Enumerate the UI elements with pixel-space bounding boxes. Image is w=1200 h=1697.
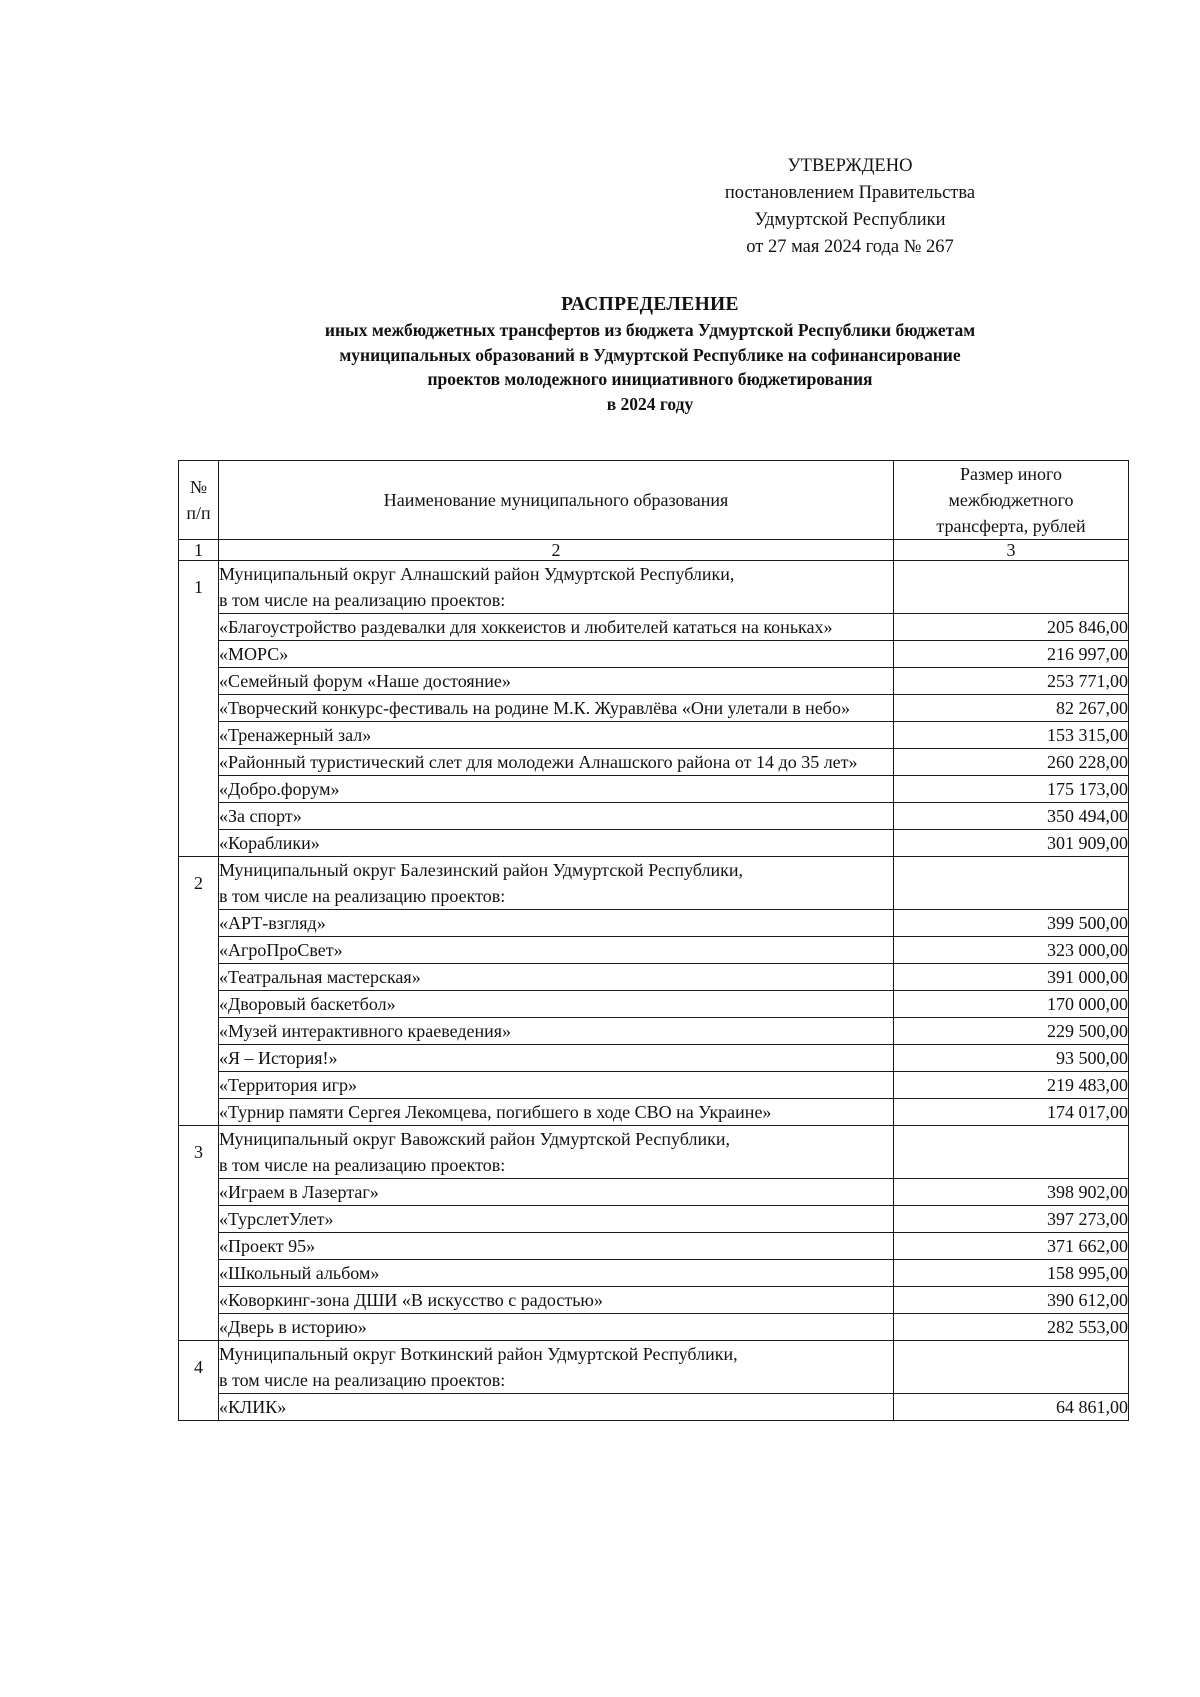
project-amount: 282 553,00 <box>894 1314 1129 1341</box>
project-name: «Районный туристический слет для молодежи Алнашского района от 14 до 35 лет» <box>219 749 894 776</box>
row-number-cell <box>179 937 219 964</box>
project-amount: 158 995,00 <box>894 1260 1129 1287</box>
project-amount: 153 315,00 <box>894 722 1129 749</box>
column-number: 2 <box>219 540 894 561</box>
row-number-cell <box>179 722 219 749</box>
group-number: 4 <box>179 1341 219 1394</box>
column-number: 3 <box>894 540 1129 561</box>
table-row <box>179 1018 1129 1045</box>
project-amount: 170 000,00 <box>894 991 1129 1018</box>
project-name: «Территория игр» <box>219 1072 894 1099</box>
document-heading <box>150 292 1150 416</box>
group-amount <box>894 1341 1129 1394</box>
project-amount: 216 997,00 <box>894 641 1129 668</box>
table-row <box>179 1287 1129 1314</box>
row-number-cell <box>179 830 219 857</box>
project-name: «Дверь в историю» <box>219 1314 894 1341</box>
header-name: Наименование муниципального образования <box>219 461 894 540</box>
group-number: 3 <box>179 1126 219 1179</box>
table-row <box>179 991 1129 1018</box>
document-subtitle-4: в 2024 году <box>606 393 694 414</box>
document-subtitle-2: муниципальных образований в Удмуртской Республике на софинансирование <box>339 344 961 365</box>
project-name: «ТурслетУлет» <box>219 1206 894 1233</box>
column-number: 1 <box>179 540 219 561</box>
project-name: «Музей интерактивного краеведения» <box>219 1018 894 1045</box>
project-amount: 350 494,00 <box>894 803 1129 830</box>
project-name: «Семейный форум «Наше достояние» <box>219 668 894 695</box>
group-title-line-2: в том числе на реализацию проектов: <box>219 1370 506 1390</box>
approval-title: УТВЕРЖДЕНО <box>787 156 913 176</box>
table-row <box>179 749 1129 776</box>
project-amount: 64 861,00 <box>894 1394 1129 1421</box>
row-number-cell <box>179 641 219 668</box>
group-title <box>219 1126 894 1179</box>
project-name: «АРТ-взгляд» <box>219 910 894 937</box>
group-row <box>179 1341 1129 1394</box>
table-body <box>179 540 1129 1421</box>
project-name: «Турнир памяти Сергея Лекомцева, погибшего в ходе СВО на Украине» <box>219 1099 894 1126</box>
table-row <box>179 668 1129 695</box>
project-amount: 93 500,00 <box>894 1045 1129 1072</box>
group-row <box>179 1126 1129 1179</box>
distribution-table <box>178 460 1129 1421</box>
project-amount: 397 273,00 <box>894 1206 1129 1233</box>
header-number-line-1: № <box>189 477 208 497</box>
approval-line-2: Удмуртской Республики <box>754 210 946 230</box>
row-number-cell <box>179 1018 219 1045</box>
document-subtitle-1: иных межбюджетных трансфертов из бюджета Удмуртской Республики бюджетам <box>324 320 976 340</box>
table-row <box>179 776 1129 803</box>
table-row <box>179 695 1129 722</box>
group-title-line-2: в том числе на реализацию проектов: <box>219 1155 506 1175</box>
project-name: «Проект 95» <box>219 1233 894 1260</box>
row-number-cell <box>179 964 219 991</box>
project-amount: 390 612,00 <box>894 1287 1129 1314</box>
group-title <box>219 857 894 910</box>
project-name: «Дворовый баскетбол» <box>219 991 894 1018</box>
project-name: «Школьный альбом» <box>219 1260 894 1287</box>
project-amount: 205 846,00 <box>894 614 1129 641</box>
row-number-cell <box>179 776 219 803</box>
project-amount: 399 500,00 <box>894 910 1129 937</box>
project-name: «Кораблики» <box>219 830 894 857</box>
group-title-line-1: Муниципальный округ Вавожский район Удмуртской Республики, <box>219 1129 730 1149</box>
group-title-line-1: Муниципальный округ Воткинский район Удмуртской Республики, <box>219 1344 738 1364</box>
header-amount-line-3: трансферта, рублей <box>936 516 1086 536</box>
table-row <box>179 910 1129 937</box>
table-row <box>179 1260 1129 1287</box>
group-amount <box>894 1126 1129 1179</box>
project-name: «Добро.форум» <box>219 776 894 803</box>
project-name: «Я – История!» <box>219 1045 894 1072</box>
row-number-cell <box>179 910 219 937</box>
project-amount: 229 500,00 <box>894 1018 1129 1045</box>
header-amount-line-1: Размер иного <box>960 464 1062 484</box>
group-amount <box>894 561 1129 614</box>
group-title <box>219 561 894 614</box>
group-title-line-1: Муниципальный округ Балезинский район Удмуртской Республики, <box>219 860 743 880</box>
row-number-cell <box>179 1072 219 1099</box>
row-number-cell <box>179 991 219 1018</box>
table-row <box>179 641 1129 668</box>
table-row <box>179 830 1129 857</box>
table-row <box>179 1206 1129 1233</box>
row-number-cell <box>179 1206 219 1233</box>
project-amount: 175 173,00 <box>894 776 1129 803</box>
table-row <box>179 614 1129 641</box>
table-row <box>179 1314 1129 1341</box>
project-name: «Играем в Лазертаг» <box>219 1179 894 1206</box>
project-amount: 323 000,00 <box>894 937 1129 964</box>
row-number-cell <box>179 1314 219 1341</box>
table-row <box>179 1072 1129 1099</box>
row-number-cell <box>179 749 219 776</box>
table-row <box>179 722 1129 749</box>
table-row <box>179 964 1129 991</box>
project-amount: 391 000,00 <box>894 964 1129 991</box>
row-number-cell <box>179 1045 219 1072</box>
project-name: «Театральная мастерская» <box>219 964 894 991</box>
document-subtitle-3: проектов молодежного инициативного бюджетирования <box>427 369 873 389</box>
group-number: 2 <box>179 857 219 910</box>
row-number-cell <box>179 1287 219 1314</box>
project-amount: 219 483,00 <box>894 1072 1129 1099</box>
row-number-cell <box>179 1394 219 1421</box>
group-number: 1 <box>179 561 219 614</box>
group-title-line-1: Муниципальный округ Алнашский район Удмуртской Республики, <box>219 564 735 584</box>
group-row <box>179 857 1129 910</box>
header-number-line-2: п/п <box>186 503 211 523</box>
project-name: «МОРС» <box>219 641 894 668</box>
group-title-line-2: в том числе на реализацию проектов: <box>219 590 506 610</box>
group-title-line-2: в том числе на реализацию проектов: <box>219 886 506 906</box>
approval-line-3: от 27 мая 2024 года № 267 <box>746 237 954 257</box>
document-title: РАСПРЕДЕЛЕНИЕ <box>561 294 739 315</box>
project-name: «АгроПроСвет» <box>219 937 894 964</box>
approval-stamp <box>700 153 1000 261</box>
group-row <box>179 561 1129 614</box>
project-amount: 82 267,00 <box>894 695 1129 722</box>
column-number-row <box>179 540 1129 561</box>
row-number-cell <box>179 1099 219 1126</box>
row-number-cell <box>179 614 219 641</box>
group-amount <box>894 857 1129 910</box>
project-name: «Тренажерный зал» <box>219 722 894 749</box>
row-number-cell <box>179 1179 219 1206</box>
project-amount: 260 228,00 <box>894 749 1129 776</box>
header-number <box>179 461 219 540</box>
project-name: «КЛИК» <box>219 1394 894 1421</box>
table-row <box>179 1394 1129 1421</box>
project-name: «Коворкинг-зона ДШИ «В искусство с радостью» <box>219 1287 894 1314</box>
project-amount: 371 662,00 <box>894 1233 1129 1260</box>
table-row <box>179 937 1129 964</box>
table-row <box>179 1233 1129 1260</box>
table-row <box>179 803 1129 830</box>
row-number-cell <box>179 803 219 830</box>
table-row <box>179 1045 1129 1072</box>
header-amount-line-2: межбюджетного <box>948 490 1074 510</box>
group-title <box>219 1341 894 1394</box>
row-number-cell <box>179 1233 219 1260</box>
row-number-cell <box>179 695 219 722</box>
approval-line-1: постановлением Правительства <box>724 183 976 203</box>
project-amount: 398 902,00 <box>894 1179 1129 1206</box>
project-name: «Благоустройство раздевалки для хоккеистов и любителей кататься на коньках» <box>219 614 894 641</box>
project-name: «За спорт» <box>219 803 894 830</box>
row-number-cell <box>179 668 219 695</box>
row-number-cell <box>179 1260 219 1287</box>
table-row <box>179 1099 1129 1126</box>
project-amount: 253 771,00 <box>894 668 1129 695</box>
project-amount: 301 909,00 <box>894 830 1129 857</box>
project-amount: 174 017,00 <box>894 1099 1129 1126</box>
table-row <box>179 1179 1129 1206</box>
header-amount <box>894 461 1129 540</box>
project-name: «Творческий конкурс-фестиваль на родине М.К. Журавлёва «Они улетали в небо» <box>219 695 894 722</box>
table-header-row <box>179 461 1129 540</box>
